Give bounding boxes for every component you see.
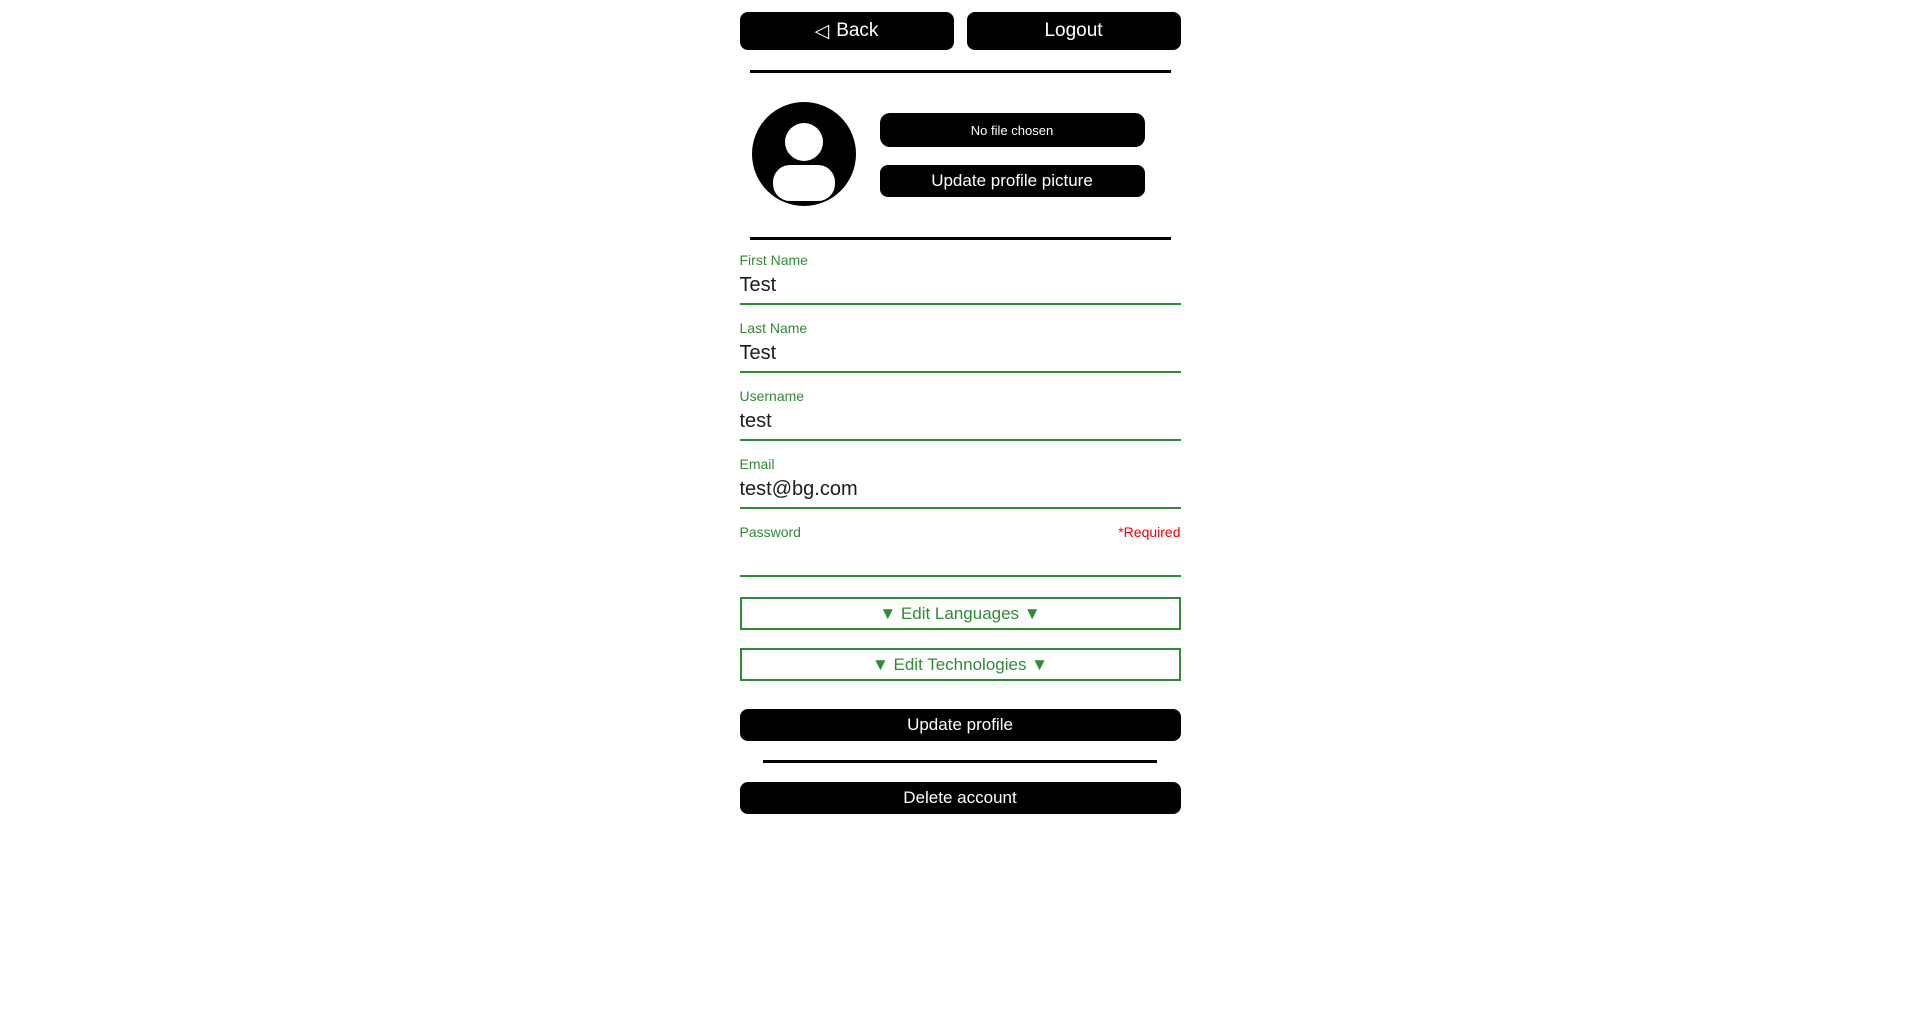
first-name-input[interactable] xyxy=(740,268,1181,305)
update-picture-button[interactable] xyxy=(880,165,1145,197)
back-button-label: Back xyxy=(836,20,879,41)
password-required-note: *Required xyxy=(1118,524,1181,540)
update-profile-button[interactable] xyxy=(740,709,1181,741)
delete-account-label: Delete account xyxy=(903,788,1017,807)
update-profile-label: Update profile xyxy=(907,715,1013,734)
file-upload-button[interactable] xyxy=(880,113,1145,147)
edit-languages-label: ▼ Edit Languages ▼ xyxy=(879,603,1041,623)
profile-form xyxy=(740,252,1181,741)
field-first-name xyxy=(740,252,1181,305)
field-username xyxy=(740,388,1181,441)
profile-picture-section xyxy=(740,102,1181,206)
username-label-row xyxy=(740,388,1181,404)
divider-top xyxy=(750,70,1171,73)
last-name-label-row xyxy=(740,320,1181,336)
last-name-label: Last Name xyxy=(739,320,808,336)
back-arrow-icon: ◁ xyxy=(814,20,830,42)
person-icon xyxy=(752,102,856,206)
picture-controls xyxy=(880,113,1145,197)
email-label: Email xyxy=(739,456,775,472)
field-password xyxy=(740,524,1181,577)
top-button-row xyxy=(740,12,1181,50)
profile-page-container xyxy=(740,12,1181,814)
logout-button-label: Logout xyxy=(1044,20,1103,41)
first-name-label-row xyxy=(740,252,1181,268)
edit-technologies-button[interactable] xyxy=(740,648,1181,681)
divider-danger xyxy=(763,760,1157,763)
password-label-row xyxy=(740,524,1181,540)
first-name-label: First Name xyxy=(739,252,808,268)
avatar xyxy=(752,102,856,206)
email-label-row xyxy=(740,456,1181,472)
update-picture-label: Update profile picture xyxy=(931,171,1093,190)
username-label: Username xyxy=(739,388,805,404)
edit-technologies-label: ▼ Edit Technologies ▼ xyxy=(871,654,1049,674)
logout-button[interactable] xyxy=(967,12,1181,50)
email-input[interactable] xyxy=(740,472,1181,509)
password-input[interactable] xyxy=(740,540,1181,577)
edit-languages-button[interactable] xyxy=(740,597,1181,630)
back-button[interactable] xyxy=(740,12,954,50)
divider-avatar xyxy=(750,237,1171,240)
password-label: Password xyxy=(739,524,801,540)
field-last-name xyxy=(740,320,1181,373)
username-input[interactable] xyxy=(740,404,1181,441)
file-upload-label: No file chosen xyxy=(970,122,1054,138)
field-email xyxy=(740,456,1181,509)
delete-account-button[interactable] xyxy=(740,782,1181,814)
last-name-input[interactable] xyxy=(740,336,1181,373)
